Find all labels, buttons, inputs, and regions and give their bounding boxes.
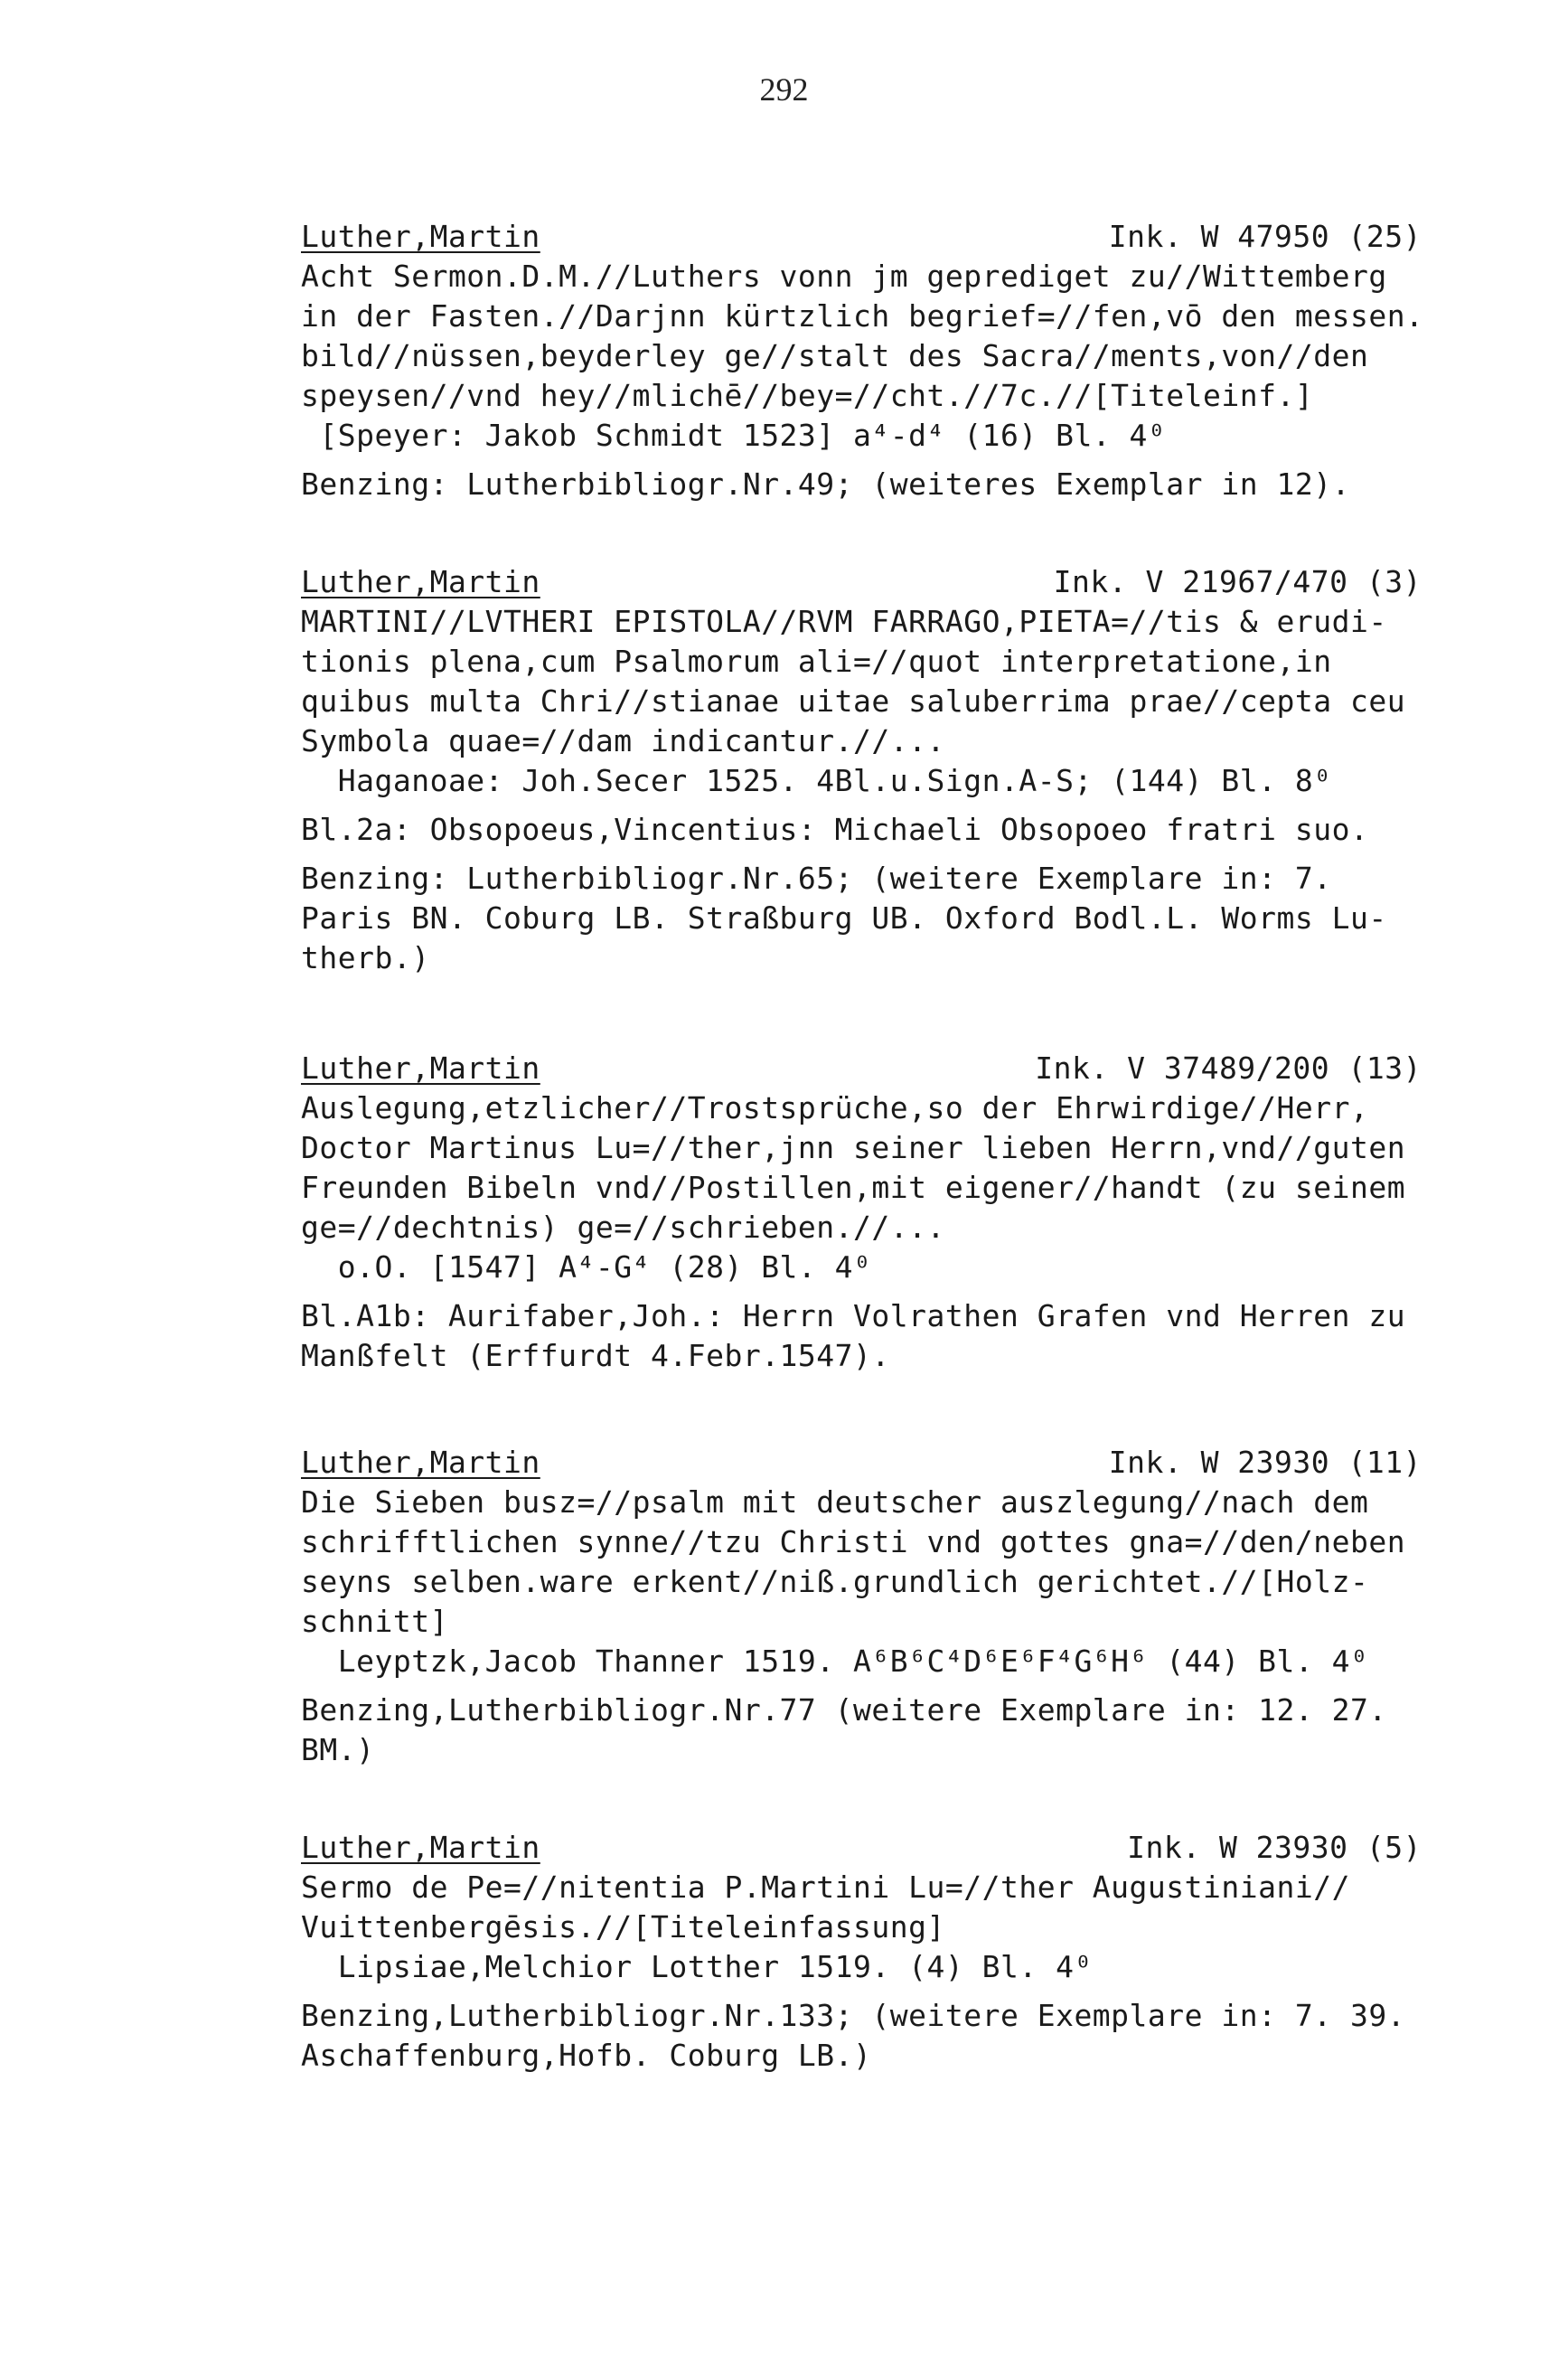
entry-header xyxy=(301,1828,1476,1868)
entry-header xyxy=(301,1443,1476,1483)
entry-title-line: bild//nüssen,beyderley ge//stalt des Sacra//ments,von//den xyxy=(301,338,1369,373)
entry-title-line: schrifftlichen synne//tzu Christi vnd gottes gna=//den/neben xyxy=(301,1524,1406,1559)
entry-title-line: tionis plena,cum Psalmorum ali=//quot interpretatione,in xyxy=(301,644,1332,679)
entry-title-line: Die Sieben busz=//psalm mit deutscher auszlegung//nach dem xyxy=(301,1484,1369,1520)
entry-title-line: Doctor Martinus Lu=//ther,jnn seiner lieben Herrn,vnd//guten xyxy=(301,1130,1406,1165)
entry-author: Luther,Martin xyxy=(301,1445,540,1480)
entry-header xyxy=(301,562,1476,602)
entry-author: Luther,Martin xyxy=(301,564,540,599)
entry-note: Benzing,Lutherbibliogr.Nr.77 (weitere Exemplare in: 12. 27. BM.) xyxy=(301,1692,1387,1767)
entry-shelfmark: Ink. W 23930 (5) xyxy=(1127,1830,1422,1865)
entry-title-line: Symbola quae=//dam indicantur.//... xyxy=(301,723,945,758)
entry-title-line: quibus multa Chri//stianae uitae saluberrima prae//cepta ceu xyxy=(301,683,1406,719)
entry-note: Benzing: Lutherbibliogr.Nr.49; (weiteres Exemplar in 12). xyxy=(301,466,1350,502)
entry-note: Bl.A1b: Aurifaber,Joh.: Herrn Volrathen Grafen vnd Herren zu Manßfelt (Erffurdt 4.Febr.1547). xyxy=(301,1298,1406,1373)
entry-header xyxy=(301,1049,1476,1088)
entry-shelfmark: Ink. W 23930 (11) xyxy=(1108,1445,1422,1480)
entry-author: Luther,Martin xyxy=(301,1830,540,1865)
entry-title-line: Auslegung,etzlicher//Trostsprüche,so der Ehrwirdige//Herr, xyxy=(301,1090,1369,1125)
entry-imprint-line: o.O. [1547] A⁴-G⁴ (28) Bl. 4⁰ xyxy=(301,1249,872,1285)
entry-title-line: Sermo de Pe=//nitentia P.Martini Lu=//ther Augustiniani// xyxy=(301,1870,1350,1905)
entry-title-line: Freunden Bibeln vnd//Postillen,mit eigener//handt (zu seinem xyxy=(301,1170,1406,1205)
page-number: 292 xyxy=(759,71,809,108)
catalog-entry xyxy=(301,1049,1476,1376)
entry-imprint-line: Haganoae: Joh.Secer 1525. 4Bl.u.Sign.A-S; (144) Bl. 8⁰ xyxy=(301,763,1332,798)
catalog-entry xyxy=(301,562,1476,978)
entry-header xyxy=(301,217,1476,257)
entry-title-line: ge=//dechtnis) ge=//schrieben.//... xyxy=(301,1210,945,1245)
entry-title-line: MARTINI//LVTHERI EPISTOLA//RVM FARRAGO,PIETA=//tis & erudi- xyxy=(301,604,1387,639)
entry-note: Bl.2a: Obsopoeus,Vincentius: Michaeli Obsopoeo fratri suo. xyxy=(301,812,1369,847)
catalog-entry xyxy=(301,1828,1476,2076)
entry-shelfmark: Ink. V 21967/470 (3) xyxy=(1053,564,1422,599)
entry-imprint-line: [Speyer: Jakob Schmidt 1523] a⁴-d⁴ (16) Bl. 4⁰ xyxy=(301,418,1167,453)
catalog-entry xyxy=(301,217,1476,504)
entry-shelfmark: Ink. V 37489/200 (13) xyxy=(1035,1050,1422,1086)
entry-title-line: in der Fasten.//Darjnn kürtzlich begrief=//fen,vō den messen. xyxy=(301,298,1424,334)
entry-imprint-line: Lipsiae,Melchior Lotther 1519. (4) Bl. 4⁰ xyxy=(301,1949,1093,1984)
entry-author: Luther,Martin xyxy=(301,1050,540,1086)
entry-imprint-line: Leyptzk,Jacob Thanner 1519. A⁶B⁶C⁴D⁶E⁶F⁴G⁶H⁶ (44) Bl. 4⁰ xyxy=(301,1643,1369,1679)
entry-title-line: Acht Sermon.D.M.//Luthers vonn jm geprediget zu//Wittemberg xyxy=(301,259,1387,294)
catalog-entry xyxy=(301,1443,1476,1770)
entry-shelfmark: Ink. W 47950 (25) xyxy=(1108,219,1422,254)
entry-note: Benzing: Lutherbibliogr.Nr.65; (weitere Exemplare in: 7. Paris BN. Coburg LB. Straßburg UB. Oxford Bodl.L. Worms Lu- therb.) xyxy=(301,861,1387,975)
entry-title-line: speysen//vnd hey//mlichē//bey=//cht.//7c.//[Titeleinf.] xyxy=(301,378,1314,413)
entry-note: Benzing,Lutherbibliogr.Nr.133; (weitere Exemplare in: 7. 39. Aschaffenburg,Hofb. Coburg LB.) xyxy=(301,1998,1406,2073)
entry-author: Luther,Martin xyxy=(301,219,540,254)
entry-title-line: seyns selben.ware erkent//niß.grundlich gerichtet.//[Holz- xyxy=(301,1564,1369,1599)
entry-title-line: Vuittenbergēsis.//[Titeleinfassung] xyxy=(301,1909,945,1945)
entry-title-line: schnitt] xyxy=(301,1604,448,1639)
